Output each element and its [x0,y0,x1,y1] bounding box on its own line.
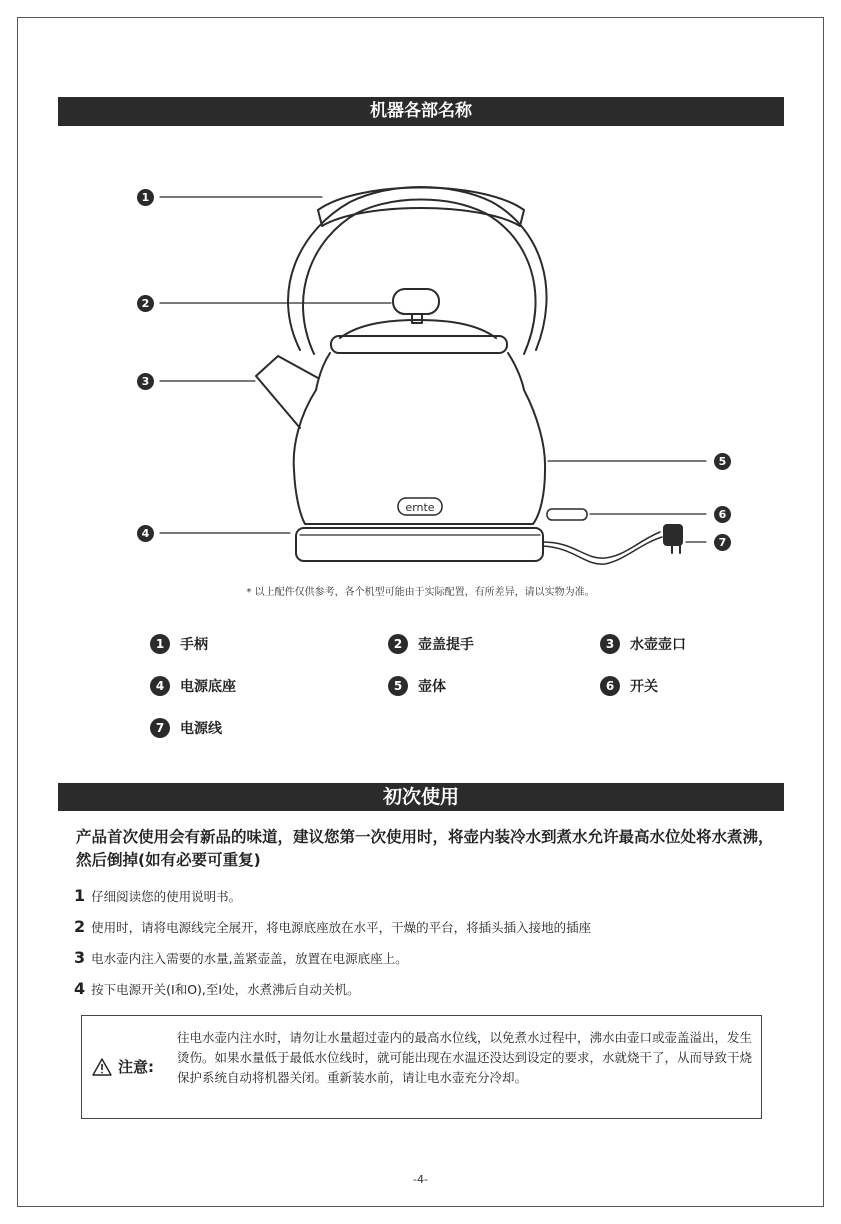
step-item [74,979,794,1010]
step-number: 3 [74,948,86,967]
part-item-switch [600,676,658,696]
part-number: 7 [150,718,170,738]
handle-grip [318,188,524,227]
notice-box [81,1015,762,1119]
step-text: 仔细阅读您的使用说明书。 [91,889,242,904]
lid-knob-stem [412,314,422,323]
lid-knob [393,289,439,314]
part-number: 6 [600,676,620,696]
notice-text: 往电水壶内注水时，请勿让水量超过壶内的最高水位线，以免煮水过程中，沸水由壶口或壶盖溢出，发生烫伤。如果水量低于最低水位线时，就可能出现在水温还没达到设定的要求，水就烧干了，从而导致干烧保护系统自动将机器关闭。重新装水前，请让电水壶充分冷却。 [177,1030,753,1085]
step-text: 使用时，请将电源线完全展开，将电源底座放在水平，干燥的平台，将插头插入接地的插座 [91,920,592,935]
section-title-first-use: 初次使用 [58,783,784,811]
callout-4: 4 [137,525,154,542]
step-number: 1 [74,886,86,905]
part-label: 水壶壶口 [630,637,686,653]
power-base [296,528,543,561]
part-item-spout [600,634,686,654]
step-text: 按下电源开关(I和O),至I处，水煮沸后自动关机。 [91,982,360,997]
power-cord [543,532,660,558]
part-item-power-base [150,676,236,696]
part-item-handle [150,634,208,654]
page-number: -4- [413,1173,428,1186]
handle-arc-inner [303,200,536,355]
part-number: 2 [388,634,408,654]
part-item-body [388,676,446,696]
handle-arc [288,187,547,350]
brand-logo: ernte [405,501,435,514]
part-item-power-cord [150,718,222,738]
part-label: 壶体 [418,679,446,695]
part-label: 电源线 [180,721,222,737]
steps-list [74,886,794,1010]
part-number: 1 [150,634,170,654]
section-title-parts: 机器各部名称 [58,97,784,126]
step-text: 电水壶内注入需要的水量,盖紧壶盖，放置在电源底座上。 [91,951,408,966]
part-label: 开关 [630,679,658,695]
part-number: 4 [150,676,170,696]
step-item [74,948,794,979]
callout-7: 7 [714,534,731,551]
part-number: 3 [600,634,620,654]
step-item [74,917,794,948]
callout-1: 1 [137,189,154,206]
callout-3: 3 [137,373,154,390]
part-label: 壶盖提手 [418,637,474,653]
part-number: 5 [388,676,408,696]
kettle-spout [256,356,318,428]
notice-label-group [92,1056,154,1077]
intro-text: 产品首次使用会有新品的味道，建议您第一次使用时，将壶内装冷水到煮水允许最高水位处将水煮沸，然后倒掉(如有必要可重复) [76,828,774,869]
notice-label: 注意: [118,1058,154,1076]
part-label: 手柄 [180,637,208,653]
power-plug [664,525,682,545]
callout-2: 2 [137,295,154,312]
kettle-diagram [0,140,841,580]
step-number: 2 [74,917,86,936]
callout-6: 6 [714,506,731,523]
warning-icon [92,1058,112,1076]
callout-5: 5 [714,453,731,470]
step-number: 4 [74,979,86,998]
part-item-lid-handle [388,634,474,654]
step-item [74,886,794,917]
part-label: 电源底座 [180,679,236,695]
power-switch [547,509,587,520]
lid-rim [331,336,507,353]
footnote: * 以上配件仅供参考，各个机型可能由于实际配置，有所差异，请以实物为准。 [246,587,595,598]
